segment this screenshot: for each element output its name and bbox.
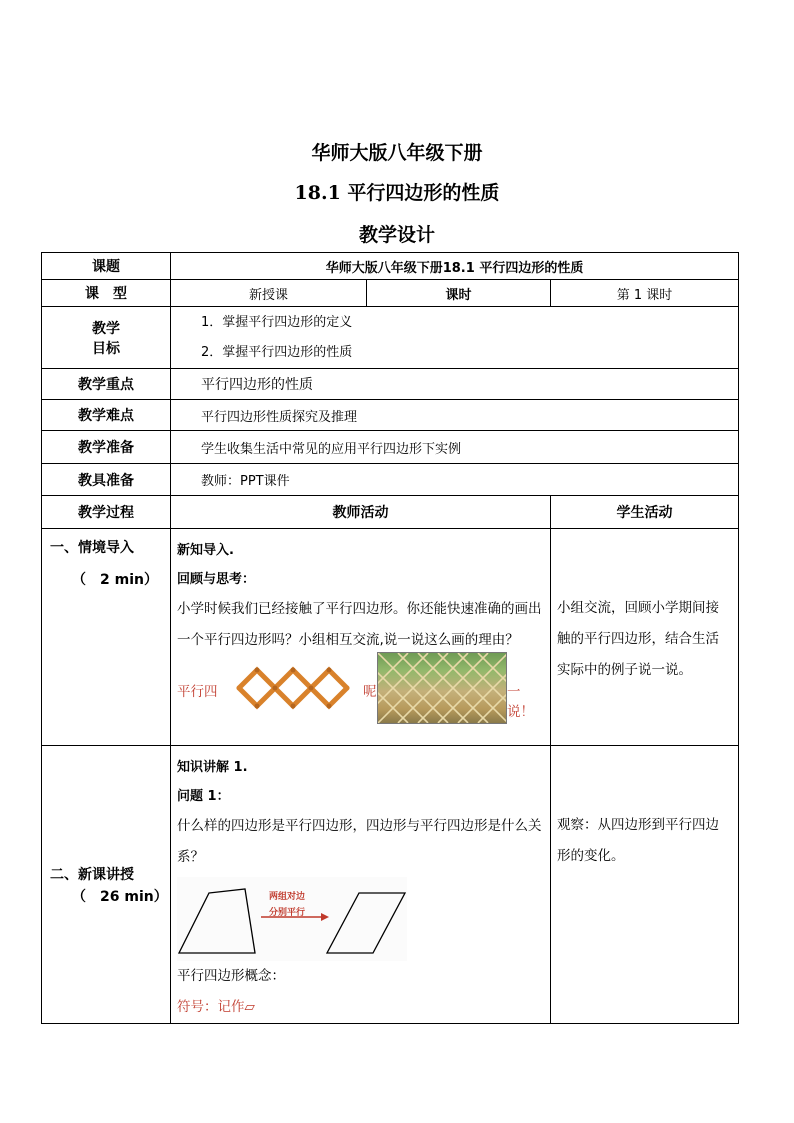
arrow-label bbox=[269, 891, 305, 919]
prep-value: 学生收集生活中常见的应用平行四边形下实例 bbox=[171, 431, 739, 464]
key-label: 教学重点 bbox=[42, 369, 171, 400]
fence-lattice bbox=[378, 653, 506, 723]
arrow-label-line2: 分别平行 bbox=[269, 908, 306, 918]
row-key bbox=[42, 369, 739, 400]
stage2-question: 什么样的四边形是平行四边形，四边形与平行四边形是什么关系？ bbox=[177, 818, 542, 865]
stage1-caption-left: 平行四 bbox=[177, 684, 218, 700]
row-stage-2 bbox=[42, 746, 739, 1024]
difficulty-label: 教学难点 bbox=[42, 400, 171, 431]
stage2-heading: 知识讲解 1. bbox=[177, 760, 248, 775]
stage2-teacher bbox=[171, 746, 551, 1024]
row-type bbox=[42, 280, 739, 307]
process-col-teacher: 教师活动 bbox=[171, 496, 551, 529]
row-topic bbox=[42, 253, 739, 280]
row-difficulty bbox=[42, 400, 739, 431]
goal-label-line2: 目标 bbox=[92, 340, 120, 357]
stage1-caption-right: 一说！ bbox=[507, 684, 534, 720]
stage2-symbol: 符号：记作▱ bbox=[177, 999, 255, 1015]
stage1-student bbox=[551, 529, 739, 746]
stage1-cell bbox=[42, 529, 171, 746]
stage2-cell bbox=[42, 746, 171, 1024]
stage1-student-text: 小组交流，回顾小学期间接触的平行四边形，结合生活实际中的例子说一说。 bbox=[557, 600, 719, 678]
prep-label: 教学准备 bbox=[42, 431, 171, 464]
tools-value: 教师：PPT课件 bbox=[171, 464, 739, 496]
row-stage-1 bbox=[42, 529, 739, 746]
stage2-question-label: 问题 1： bbox=[177, 789, 230, 804]
stage1-illustration bbox=[177, 658, 544, 720]
stage1-teacher bbox=[171, 529, 551, 746]
stage1-name: 一、情境导入 bbox=[50, 540, 134, 556]
goal-item: 2．掌握平行四边形的性质 bbox=[201, 344, 353, 360]
topic-label: 课题 bbox=[42, 253, 171, 280]
lazy-tongs-image bbox=[235, 666, 355, 710]
process-col-student: 学生活动 bbox=[551, 496, 739, 529]
doc-title-publisher: 华师大版八年级下册 bbox=[311, 142, 483, 164]
row-prep bbox=[42, 431, 739, 464]
stage2-concept: 平行四边形概念： bbox=[177, 968, 285, 984]
row-tools bbox=[42, 464, 739, 496]
difficulty-value: 平行四边形性质探究及推理 bbox=[171, 400, 739, 431]
lesson-plan-table bbox=[41, 252, 739, 1024]
row-goals bbox=[42, 307, 739, 369]
row-process-header bbox=[42, 496, 739, 529]
stage1-heading: 新知导入. bbox=[177, 543, 234, 558]
process-col-stage: 教学过程 bbox=[42, 496, 171, 529]
topic-value: 华师大版八年级下册18.1 平行四边形的性质 bbox=[171, 253, 739, 280]
goals-list bbox=[171, 307, 739, 369]
stage2-student bbox=[551, 746, 739, 1024]
arrow-label-line1: 两组对边 bbox=[269, 892, 306, 902]
doc-title-design: 教学设计 bbox=[358, 224, 435, 246]
period-label: 课时 bbox=[367, 280, 551, 307]
fence-photo bbox=[377, 652, 507, 724]
quadrilateral-figure bbox=[177, 877, 407, 961]
stage1-caption-mid: 呢 bbox=[363, 684, 377, 700]
goal-label-line1: 教学 bbox=[92, 320, 120, 337]
doc-title-lesson: 18.1 平行四边形的性质 bbox=[294, 182, 500, 204]
type-label: 课 型 bbox=[42, 280, 171, 307]
stage1-subheading: 回顾与思考： bbox=[177, 572, 256, 587]
stage2-student-text: 观察：从四边形到平行四边形的变化。 bbox=[557, 817, 719, 864]
tools-label: 教具准备 bbox=[42, 464, 171, 496]
stage2-name: 二、新课讲授 bbox=[50, 866, 134, 883]
goal-label bbox=[42, 307, 171, 369]
stage2-time: （ 26 min） bbox=[72, 888, 168, 905]
stage1-text: 小学时候我们已经接触了平行四边形。你还能快速准确的画出一个平行四边形吗？小组相互交流,说一说这么画的理由？ bbox=[177, 601, 542, 648]
quad-to-parallelogram-figure bbox=[177, 877, 544, 961]
goal-item: 1．掌握平行四边形的定义 bbox=[201, 314, 353, 330]
stage1-time: （ 2 min） bbox=[72, 572, 158, 588]
type-value: 新授课 bbox=[171, 280, 367, 307]
key-value: 平行四边形的性质 bbox=[171, 369, 739, 400]
period-value: 第 1 课时 bbox=[551, 280, 739, 307]
